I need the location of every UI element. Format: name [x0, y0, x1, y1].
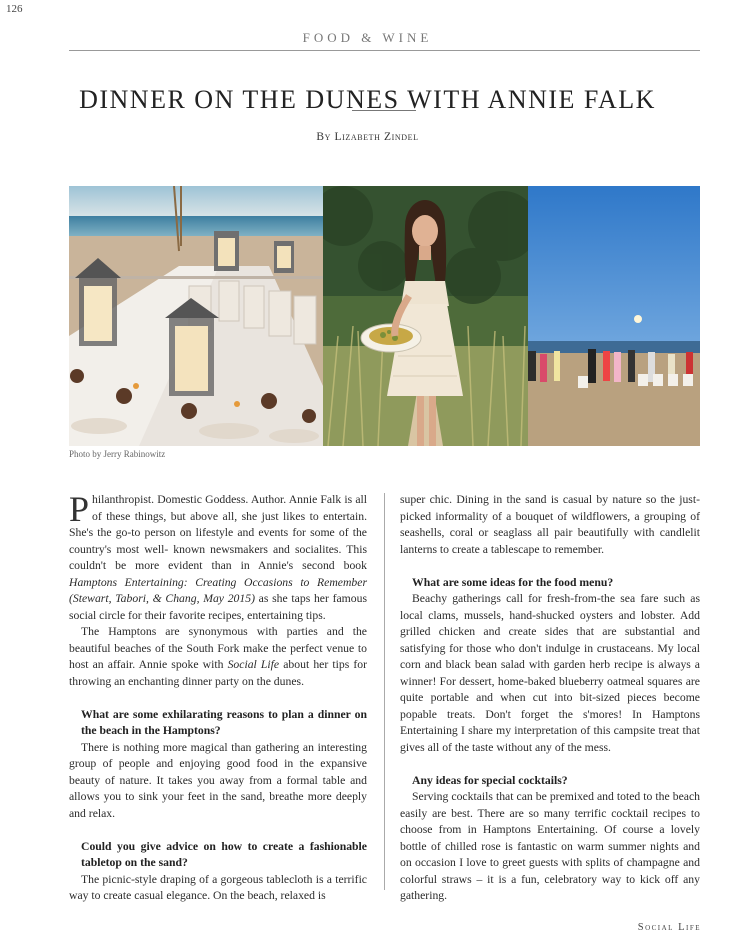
answer-paragraph: Serving cocktails that can be premixed and toted to the beach easily are best. There are so many terrific cocktail recipes to choose from in Hamptons Entertaining. Of course a lovely bottle of chilled rose is fantastic on warm summer nights and on occasion I love to greet guests with splits of champagne and colorful straws – it is a fun, celebratory way to kick off any gathering. — [400, 790, 700, 902]
article-column-left — [69, 489, 368, 905]
magazine-name: Social Life — [227, 658, 280, 671]
photo-moonlit-party — [528, 186, 700, 446]
header-rule — [69, 50, 700, 51]
question-heading: Any ideas for special cocktails? — [412, 773, 568, 787]
book-title: Hamptons Entertaining: Creating Occasions to Remember (Stewart, Tabori, & Chang, May 2015) — [69, 575, 367, 605]
paragraph: The Hamptons are synonymous with parties and the beautiful beaches of the South Fork make the perfect venue to host an affair. Annie spoke with Social Life about her tips for throwing an enchanting dinner party on the dunes. — [69, 625, 368, 688]
answer-paragraph: Beachy gatherings call for fresh-from-the sea fare such as local clams, mussels, hand-shucked oysters and lobster. Add grilled chicken and create sides that are substantial and satisfying for those who don't indulge in crustaceans. My local corn and black bean salad with garden herb recipe is always a winner! For dessert, home-baked blueberry oatmeal squares are quite portable and when cut into bit-sized pieces become popable treats. Don't forget the s'mores! In Hamptons Entertaining I share my interpretation of this campsite treat that gives all of the taste without any of the mess. — [400, 592, 700, 754]
byline: By Lizabeth Zindel — [316, 131, 419, 143]
photo-annie-falk — [323, 186, 528, 446]
answer-paragraph: There is nothing more magical than gathering an interesting group of people and enjoying good food in the expansive beauty of nature. It takes you away from a formal table and allows you to sink your feet in the sand, breathe more deeply and relax. — [69, 740, 367, 820]
continued-paragraph: super chic. Dining in the sand is casual by nature so the just-picked informality of a bouquet of wildflowers, a grouping of seashells, coral or seaglass all pair beautifully with candlelit lanterns to create a tablescape to remember. — [400, 493, 700, 556]
drop-cap: P — [69, 489, 90, 529]
article-title: DINNER ON THE DUNES WITH ANNIE FALK — [79, 85, 656, 115]
article-column-right — [400, 492, 700, 905]
photo-credit: Photo by Jerry Rabinowitz — [69, 449, 166, 459]
question-heading: What are some ideas for the food menu? — [412, 575, 614, 589]
photo-beach-table — [69, 186, 323, 446]
answer-paragraph: The picnic-style draping of a gorgeous tablecloth is a terrific way to create casual elegance. On the beach, relaxed is — [69, 872, 367, 902]
intro-paragraph: Philanthropist. Domestic Goddess. Author. Annie Falk is all of these things, but above all, she just likes to entertain. She's the go-to person on lifestyle and events for some of the country's most well- known newsmakers and socialites. This couldn't be more evident than in Annie's second book Hamptons Entertaining: Creating Occasions to Remember (Stewart, Tabori, & Chang, May 2015) as she taps her famous social circle for their favorite recipes, entertaining tips. — [69, 489, 367, 622]
section-header: FOOD & WINE — [302, 30, 433, 45]
question-heading: Could you give advice on how to create a fashionable tabletop on the sand? — [81, 839, 367, 869]
title-underline — [352, 110, 416, 111]
page-number: 126 — [6, 3, 23, 15]
question-heading: What are some exhilarating reasons to plan a dinner on the beach in the Hamptons? — [81, 707, 367, 737]
column-divider — [384, 493, 385, 890]
footer-magazine-name: Social Life — [637, 922, 701, 933]
